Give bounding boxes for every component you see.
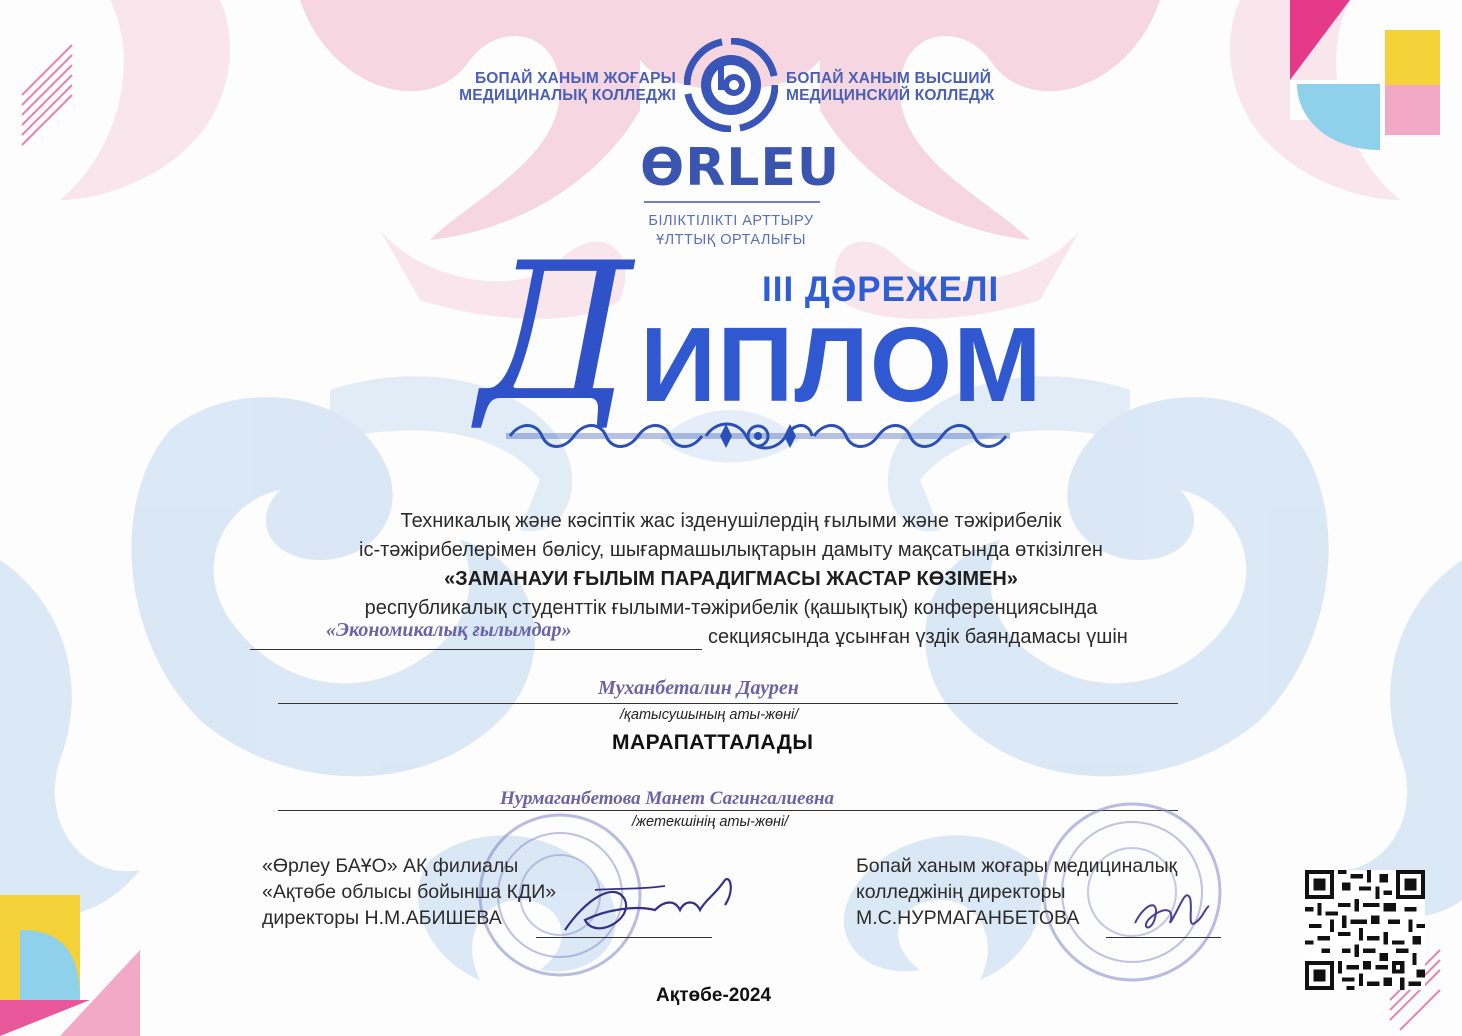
college-name-kz-line1: БОПАЙ ХАНЫМ ЖОҒАРЫ: [474, 70, 676, 87]
college-name-ru-line1: БОПАЙ ХАНЫМ ВЫСШИЙ: [786, 70, 992, 87]
diploma-initial-letter: Д: [478, 222, 633, 443]
college-emblem-icon: [684, 38, 778, 132]
orleu-subtitle: [606, 212, 856, 250]
section-name: «Экономикалық ғылымдар»: [326, 619, 572, 641]
college-name-kz: [446, 70, 676, 104]
signature-right-line2: колледжінің директоры: [856, 881, 1066, 903]
signature-right-line1: Бопай ханым жоғары медициналық: [856, 855, 1178, 877]
section-line-rest: секциясында ұсынған үздік баяндамасы үшін: [708, 626, 1128, 648]
college-name-ru-line2: МЕДИЦИНСКИЙ КОЛЛЕДЖ: [786, 87, 995, 104]
participant-caption: /қатысушының аты-жөні/: [620, 707, 799, 723]
signature-left-line1: «Өрлеу БАҰО» АҚ филиалы: [262, 855, 519, 877]
signature-left-line2: «Ақтөбе облысы бойынша КДИ»: [262, 881, 557, 903]
conference-title: «ЗАМАНАУИ ҒЫЛЫМ ПАРАДИГМАСЫ ЖАСТАР КӨЗІМЕН»: [444, 568, 1018, 590]
participant-name: Муханбеталин Даурен: [598, 677, 799, 699]
signature-left-icon: [555, 860, 745, 950]
signature-left-line3: директоры Н.М.АБИШЕВА: [262, 907, 502, 929]
supervisor-caption: /жетекшінің аты-жөні/: [632, 814, 789, 830]
ornament-band: [506, 418, 1010, 454]
degree-label: ІІІ ДӘРЕЖЕЛІ: [762, 270, 1000, 309]
orleu-subtitle-line2: ҰЛТТЫҚ ОРТАЛЫҒЫ: [656, 232, 806, 248]
body-line-4: республикалық студенттік ғылыми-тәжірибелік (қашықтық) конференциясында: [364, 597, 1098, 619]
college-name-ru: [786, 70, 1026, 104]
body-line-2: іс-тәжірибелерімен бөлісу, шығармашылықтарын дамыту мақсатында өткізілген: [359, 539, 1103, 561]
signature-right-line3: М.С.НУРМАГАНБЕТОВА: [856, 907, 1080, 929]
qr-code-icon: [1305, 870, 1425, 990]
orleu-logo: ӨRLEU: [640, 138, 841, 198]
signature-right-icon: [1125, 878, 1215, 938]
body-line-1: Техникалық және кәсіптік жас ізденушілердің ғылыми және тәжірибелік: [400, 510, 1062, 532]
college-name-kz-line2: МЕДИЦИНАЛЫҚ КОЛЛЕДЖІ: [459, 87, 676, 104]
city-year: Ақтөбе-2024: [656, 985, 772, 1006]
signature-left-block: [262, 853, 556, 931]
award-text: МАРАПАТТАЛАДЫ: [612, 731, 814, 754]
orleu-subtitle-line1: БІЛІКТІЛІКТІ АРТТЫРУ: [648, 213, 814, 229]
orleu-divider: [644, 201, 820, 203]
supervisor-name: Нурмаганбетова Манет Сагингалиевна: [500, 788, 835, 809]
diploma-title: ИПЛОМ: [640, 306, 1043, 424]
